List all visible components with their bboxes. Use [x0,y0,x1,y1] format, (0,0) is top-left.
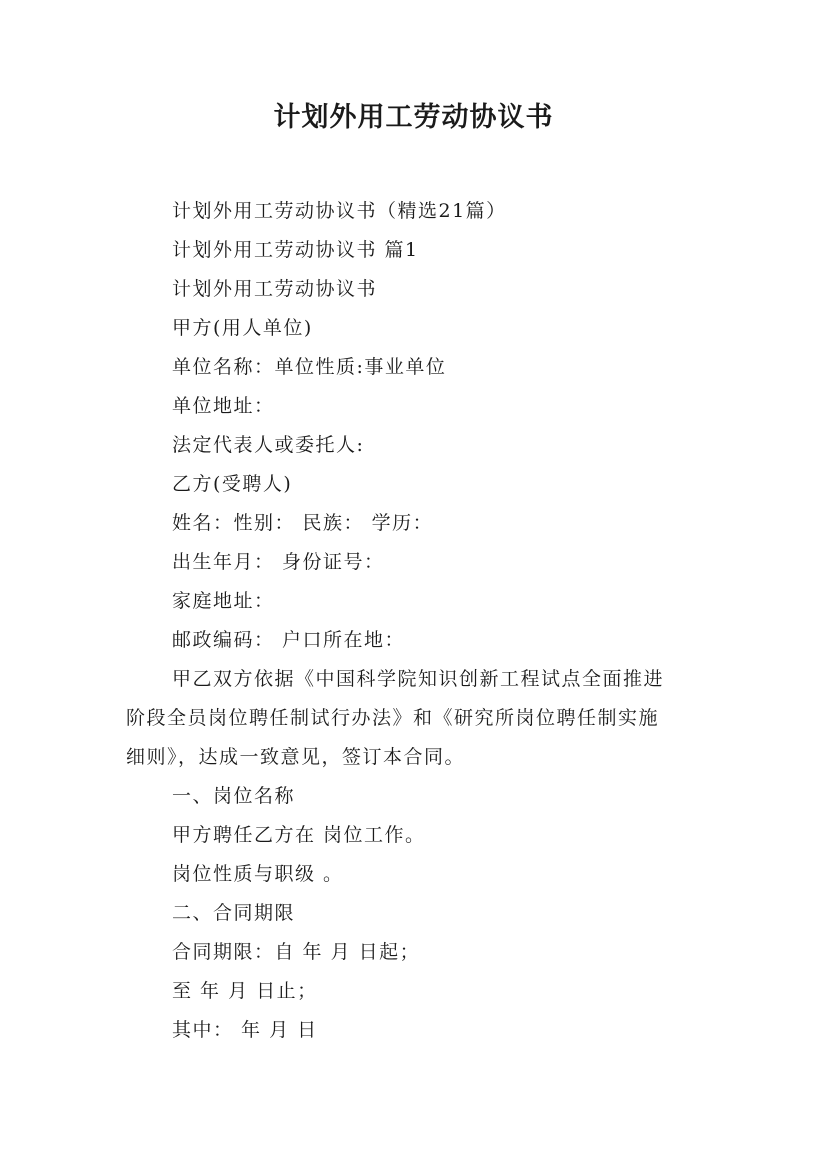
party-a-representative-field: 法定代表人或委托人: [172,434,365,456]
party-b-heading: 乙方(受聘人) [172,473,293,495]
subtitle-line: 计划外用工劳动协议书（精选21篇） [172,200,507,222]
party-a-heading: 甲方(用人单位) [172,317,313,339]
agreement-paragraph [126,660,706,777]
party-b-postcode-field: 邮政编码： 户口所在地： [172,629,406,651]
agreement-title-line: 计划外用工劳动协议书 [172,278,378,300]
section-two-start-line: 合同期限：自 年 月 日起； [172,941,421,963]
party-b-home-address-field: 家庭地址： [172,590,275,612]
section-two-probation-line: 其中： 年 月 日 [172,1019,318,1041]
agreement-paragraph-line: 甲乙双方依据《中国科学院知识创新工程试点全面推进 [172,668,665,690]
party-b-birth-id-field: 出生年月： 身份证号： [172,551,385,573]
agreement-paragraph-line: 细则》，达成一致意见，签订本合同。 [126,746,466,768]
party-b-name-field: 姓名：性别： 民族： 学历： [172,512,434,534]
chapter-heading: 计划外用工劳动协议书 篇1 [172,239,419,261]
section-one-heading: 一、岗位名称 [172,785,296,807]
section-two-heading: 二、合同期限 [172,902,296,924]
section-one-position-line: 甲方聘任乙方在 岗位工作。 [172,824,426,846]
document-body [126,192,706,1050]
document-title: 计划外用工劳动协议书 [273,102,554,133]
section-two-end-line: 至 年 月 日止； [172,980,318,1002]
party-a-unit-name-field: 单位名称：单位性质:事业单位 [172,356,447,378]
agreement-paragraph-line: 阶段全员岗位聘任制试行办法》和《研究所岗位聘任制实施 [126,707,660,729]
section-one-grade-line: 岗位性质与职级 。 [172,863,344,885]
party-a-address-field: 单位地址： [172,395,275,417]
